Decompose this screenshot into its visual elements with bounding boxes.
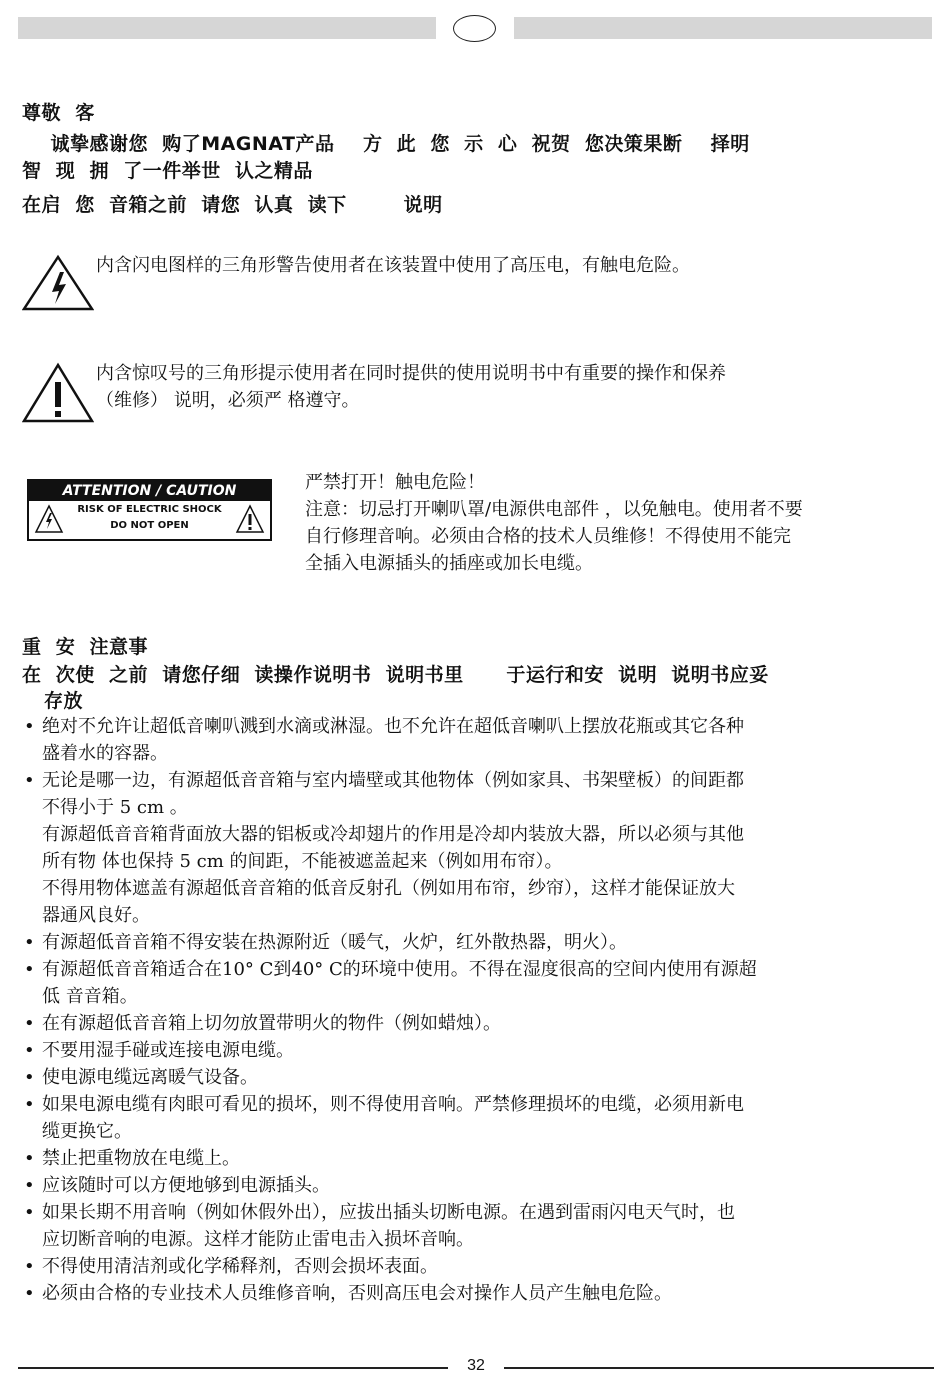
page-number: 32	[467, 1357, 485, 1374]
caution-text-line-4: 全插入电源插头的插座或加长电缆。	[305, 553, 593, 574]
lightning-warning-icon	[22, 254, 94, 312]
caution-text-line-1: 严禁打开！触电危险！	[305, 472, 485, 493]
list-item: • 不要用湿手碰或连接电源电缆。	[22, 1037, 932, 1064]
exclamation-warning-icon	[22, 362, 94, 424]
caution-label-line-2: DO NOT OPEN	[110, 520, 189, 531]
header-bar-right	[514, 17, 932, 39]
list-item: • 禁止把重物放在电缆上。	[22, 1145, 932, 1172]
lightning-warning-text: 内含闪电图样的三角形警告使用者在该装置中使用了高压电，有触电危险。	[96, 255, 690, 276]
read-notice: 在启 您 音箱之前 请您 认真 读下 说明	[22, 194, 443, 216]
list-item: • 在有源超低音音箱上切勿放置带明火的物件（例如蜡烛）。	[22, 1010, 932, 1037]
caution-text-line-2: 注意：切忌打开喇叭罩/电源供电部件 ，以免触电。使用者不要	[305, 499, 803, 520]
caution-text	[305, 469, 935, 577]
caution-text-line-3: 自行修理音响。必须由合格的技术人员维修！不得使用不能完	[305, 526, 791, 547]
exclamation-warning-text	[96, 360, 936, 414]
caution-label	[27, 479, 272, 541]
list-item: • 如果电源电缆有肉眼可看见的损坏，则不得使用音响。严禁修理损坏的电缆，必须用新电 缆更换它。	[22, 1091, 932, 1145]
list-item: • 有源超低音音箱不得安装在热源附近（暖气，火炉，红外散热器，明火）。	[22, 929, 932, 956]
safety-subtitle-line-1: 在 次使 之前 请您仔细 读操作说明书 说明书里 于运行和安 说明 说明书应妥	[22, 664, 769, 686]
list-item: • 不得使用清洁剂或化学稀释剂，否则会损坏表面。	[22, 1253, 932, 1280]
intro-line-2: 智 现 拥 了一件举世 认之精品	[22, 160, 313, 182]
list-item: • 使电源电缆远离暖气设备。	[22, 1064, 932, 1091]
list-item: • 绝对不允许让超低音喇叭溅到水滴或淋湿。也不允许在超低音喇叭上摆放花瓶或其它各种 盛着水的容器。	[22, 713, 932, 767]
list-item: • 有源超低音音箱适合在10° C到40° C的环境中使用。不得在湿度很高的空间内使用有源超 低 音音箱。	[22, 956, 932, 1010]
exclamation-text-line-2: （维修） 说明，必须严 格遵守。	[96, 390, 360, 411]
list-item: • 必须由合格的专业技术人员维修音响，否则高压电会对操作人员产生触电危险。	[22, 1280, 932, 1307]
language-badge-oval	[453, 15, 496, 42]
safety-title: 重 安 注意事	[22, 636, 148, 658]
list-item: • 无论是哪一边，有源超低音音箱与室内墙壁或其他物体（例如家具、书架壁板）的间距都 不得小于 5 cm 。 有源超低音音箱背面放大器的铝板或冷却翅片的作用是冷却内装放大器，所以必须与其他 所有物 体也保持 5 cm 的间距，不能被遮盖起来（例如用布帘）。 不得用物体遮盖有源超低音音箱的低音反射孔（例如用布帘，纱帘），这样才能保证放大 器通风良好。	[22, 767, 932, 929]
footer-rule-left	[18, 1367, 448, 1369]
exclamation-text-line-1: 内含惊叹号的三角形提示使用者在同时提供的使用说明书中有重要的操作和保养	[96, 363, 726, 384]
safety-list	[22, 713, 932, 1307]
caution-label-title: ATTENTION / CAUTION	[29, 481, 270, 501]
intro-line-1: 诚挚感谢您 购了MAGNAT产品 方 此 您 示 心 祝贺 您决策果断 择明	[22, 133, 750, 155]
greeting-heading: 尊敬 客	[22, 102, 95, 124]
caution-label-line-1: RISK OF ELECTRIC SHOCK	[77, 504, 222, 515]
safety-subtitle-line-2: 存放	[44, 690, 84, 712]
footer-rule-right	[504, 1367, 934, 1369]
list-item: • 如果长期不用音响（例如休假外出），应拔出插头切断电源。在遇到雷雨闪电天气时，也 应切断音响的电源。这样才能防止雷电击入损坏音响。	[22, 1199, 932, 1253]
list-item: • 应该随时可以方便地够到电源插头。	[22, 1172, 932, 1199]
header-bar-left	[18, 17, 436, 39]
caution-exclamation-icon	[235, 504, 265, 534]
